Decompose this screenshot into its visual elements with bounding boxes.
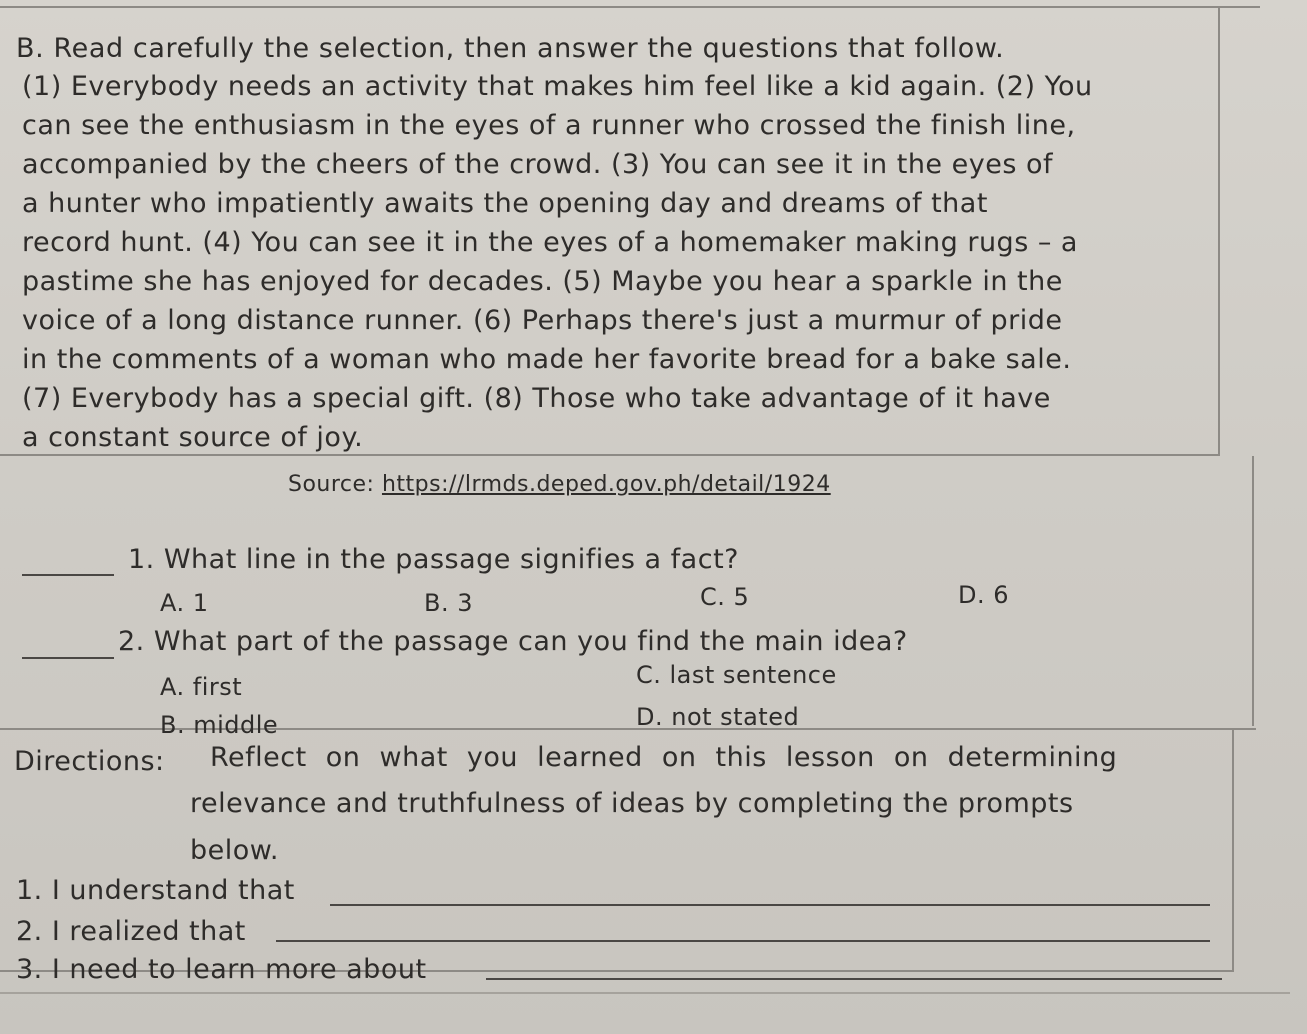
directions-line: below. [190,835,279,866]
directions-label: Directions: [14,746,165,777]
prompt-1-answer-line[interactable] [330,904,1210,906]
source-label: Source: [288,472,382,497]
directions-line: Reflect on what you learned on this lesson on determining [210,742,1118,773]
passage-line: can see the enthusiasm in the eyes of a runner who crossed the finish line, [22,110,1076,141]
q2-choice-a[interactable]: A. first [160,673,243,701]
question-2-text: 2. What part of the passage can you find the main idea? [118,626,908,657]
passage-line: a constant source of joy. [22,422,364,453]
q2-choice-d[interactable]: D. not stated [636,703,800,731]
prompt-3-text: 3. I need to learn more about [16,954,427,985]
q1-choice-d[interactable]: D. 6 [958,581,1010,609]
q2-choice-b[interactable]: B. middle [160,711,279,739]
source-link[interactable]: https://lrmds.deped.gov.ph/detail/1924 [381,472,831,497]
passage-line: in the comments of a woman who made her favorite bread for a bake sale. [22,344,1072,375]
section-heading: B. Read carefully the selection, then answer the questions that follow. [16,33,1005,64]
prompt-2-answer-line[interactable] [276,940,1210,942]
page-bottom-line [0,992,1290,994]
passage-line: voice of a long distance runner. (6) Perhaps there's just a murmur of pride [22,305,1063,336]
q1-choice-a[interactable]: A. 1 [160,589,209,617]
top-frame-line [0,6,1260,8]
passage-line: a hunter who impatiently awaits the opening day and dreams of that [22,188,988,219]
q2-choice-c[interactable]: C. last sentence [636,661,837,689]
directions-line: relevance and truthfulness of ideas by completing the prompts [190,788,1074,819]
prompts-right-line [1232,730,1234,970]
q1-choice-c[interactable]: C. 5 [700,583,750,611]
prompt-3-answer-line[interactable] [486,978,1222,980]
passage-line: (7) Everybody has a special gift. (8) Those who take advantage of it have [22,383,1051,414]
passage-source [288,468,831,502]
passage-line: pastime she has enjoyed for decades. (5) Maybe you hear a sparkle in the [22,266,1063,297]
question-1-text: 1. What line in the passage signifies a fact? [128,544,739,575]
answer-blank-q1[interactable] [22,574,114,576]
prompt-2-text: 2. I realized that [16,916,246,947]
passage-line: accompanied by the cheers of the crowd. (3) You can see it in the eyes of [22,149,1054,180]
prompt-1-text: 1. I understand that [16,875,295,906]
answer-area-right-line [1252,456,1254,726]
passage-line: record hunt. (4) You can see it in the eyes of a homemaker making rugs – a [22,227,1078,258]
passage-line: (1) Everybody needs an activity that makes him feel like a kid again. (2) You [22,71,1093,102]
q1-choice-b[interactable]: B. 3 [424,589,473,617]
answer-blank-q2[interactable] [22,657,114,659]
right-frame-line [1218,6,1220,454]
